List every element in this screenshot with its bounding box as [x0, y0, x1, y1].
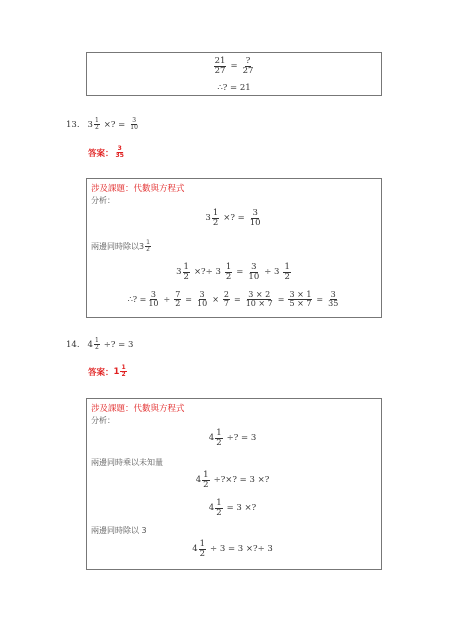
fraction: $\frac{1}{2}$	[199, 539, 206, 559]
answer-13: 答案： $\frac{3}{35}$	[88, 145, 124, 160]
fraction: $\frac{1}{2}$	[216, 498, 222, 518]
analysis-label: 分析：	[91, 416, 115, 425]
fraction: $\frac{1}{2}$	[284, 262, 290, 282]
equation-row: 4 $\frac{1}{2}$ ÷? = 3	[208, 428, 257, 448]
equation-row: 4 $\frac{1}{2}$ ÷ 3 = 3 ×?÷ 3	[192, 539, 273, 559]
fraction: $\frac{3}{35}$	[115, 145, 124, 160]
topic-label: 涉及課題：代數與方程式	[91, 184, 185, 194]
step-text: 兩邊同時除以3 $\frac{1}{2}$	[91, 239, 150, 254]
fraction: $\frac{1}{2}$	[216, 428, 222, 448]
fraction: $\frac{1}{2}$	[203, 470, 209, 490]
question-13: 13. 3 $\frac{1}{2}$ ×? = $\frac{3}{10}$	[66, 117, 138, 132]
equation-row: 3 $\frac{1}{2}$ ×?÷ 3 $\frac{1}{2}$ = $\frac{3}{10}$ ÷ 3 $\frac{1}{2}$	[176, 262, 290, 282]
topic-label: 涉及課題：代數與方程式	[91, 404, 185, 414]
answer-14: 答案： 1 $\frac{1}{2}$	[88, 364, 126, 379]
equation-row: $\frac{21}{27}$ = $\frac{?}{27}$	[214, 56, 254, 76]
fraction: $\frac{7}{2}$	[175, 290, 181, 309]
equation-row: 4 $\frac{1}{2}$ ÷?×? = 3 ×?	[195, 470, 270, 490]
question-14: 14. 4 $\frac{1}{2}$ ÷? = 3	[66, 337, 134, 352]
fraction: $\frac{1}{2}$	[94, 117, 99, 132]
fraction: $\frac{3 \times 2}{10 \times 7}$	[245, 290, 273, 309]
solution-box-13	[86, 178, 382, 318]
solution-box-14	[86, 398, 382, 570]
fraction: $\frac{1}{2}$	[94, 337, 99, 352]
equation-row: 3 $\frac{1}{2}$ ×? = $\frac{3}{10}$	[205, 208, 261, 228]
fraction: $\frac{2}{7}$	[223, 290, 229, 309]
step-text: 兩邊同時乘以未知量	[91, 458, 163, 467]
equation-row: ∴? = $\frac{3}{10}$ ÷ $\frac{7}{2}$ = $\frac{3}{10}$ × $\frac{2}{7}$ = $\frac{3 \times 2}{10 \times 7}$ = $\frac{3 \times 1}{5 \times 7}$ = $\frac{3}{35}$	[127, 290, 339, 309]
solution-box-12	[86, 52, 382, 96]
equation-row: 4 $\frac{1}{2}$ = 3 ×?	[208, 498, 257, 518]
fraction: $\frac{3}{10}$	[130, 117, 138, 132]
fraction: $\frac{3}{10}$	[197, 290, 208, 309]
fraction: $\frac{1}{2}$	[146, 239, 150, 254]
result-row: ∴? = 21	[217, 83, 251, 93]
fraction: $\frac{1}{2}$	[121, 364, 126, 379]
fraction: $\frac{1}{2}$	[183, 262, 189, 282]
fraction: $\frac{21}{27}$	[214, 56, 226, 76]
fraction: $\frac{3}{10}$	[249, 208, 261, 228]
step-text: 兩邊同時除以 3	[91, 526, 147, 535]
fraction: $\frac{1}{2}$	[225, 262, 232, 282]
fraction: $\frac{3}{10}$	[148, 290, 159, 309]
fraction: $\frac{3 \times 1}{5 \times 7}$	[289, 290, 312, 309]
fraction: $\frac{1}{2}$	[212, 208, 219, 228]
fraction: $\frac{?}{27}$	[242, 56, 254, 76]
fraction: $\frac{3}{35}$	[328, 290, 339, 309]
fraction: $\frac{3}{10}$	[248, 262, 260, 282]
analysis-label: 分析：	[91, 196, 115, 205]
